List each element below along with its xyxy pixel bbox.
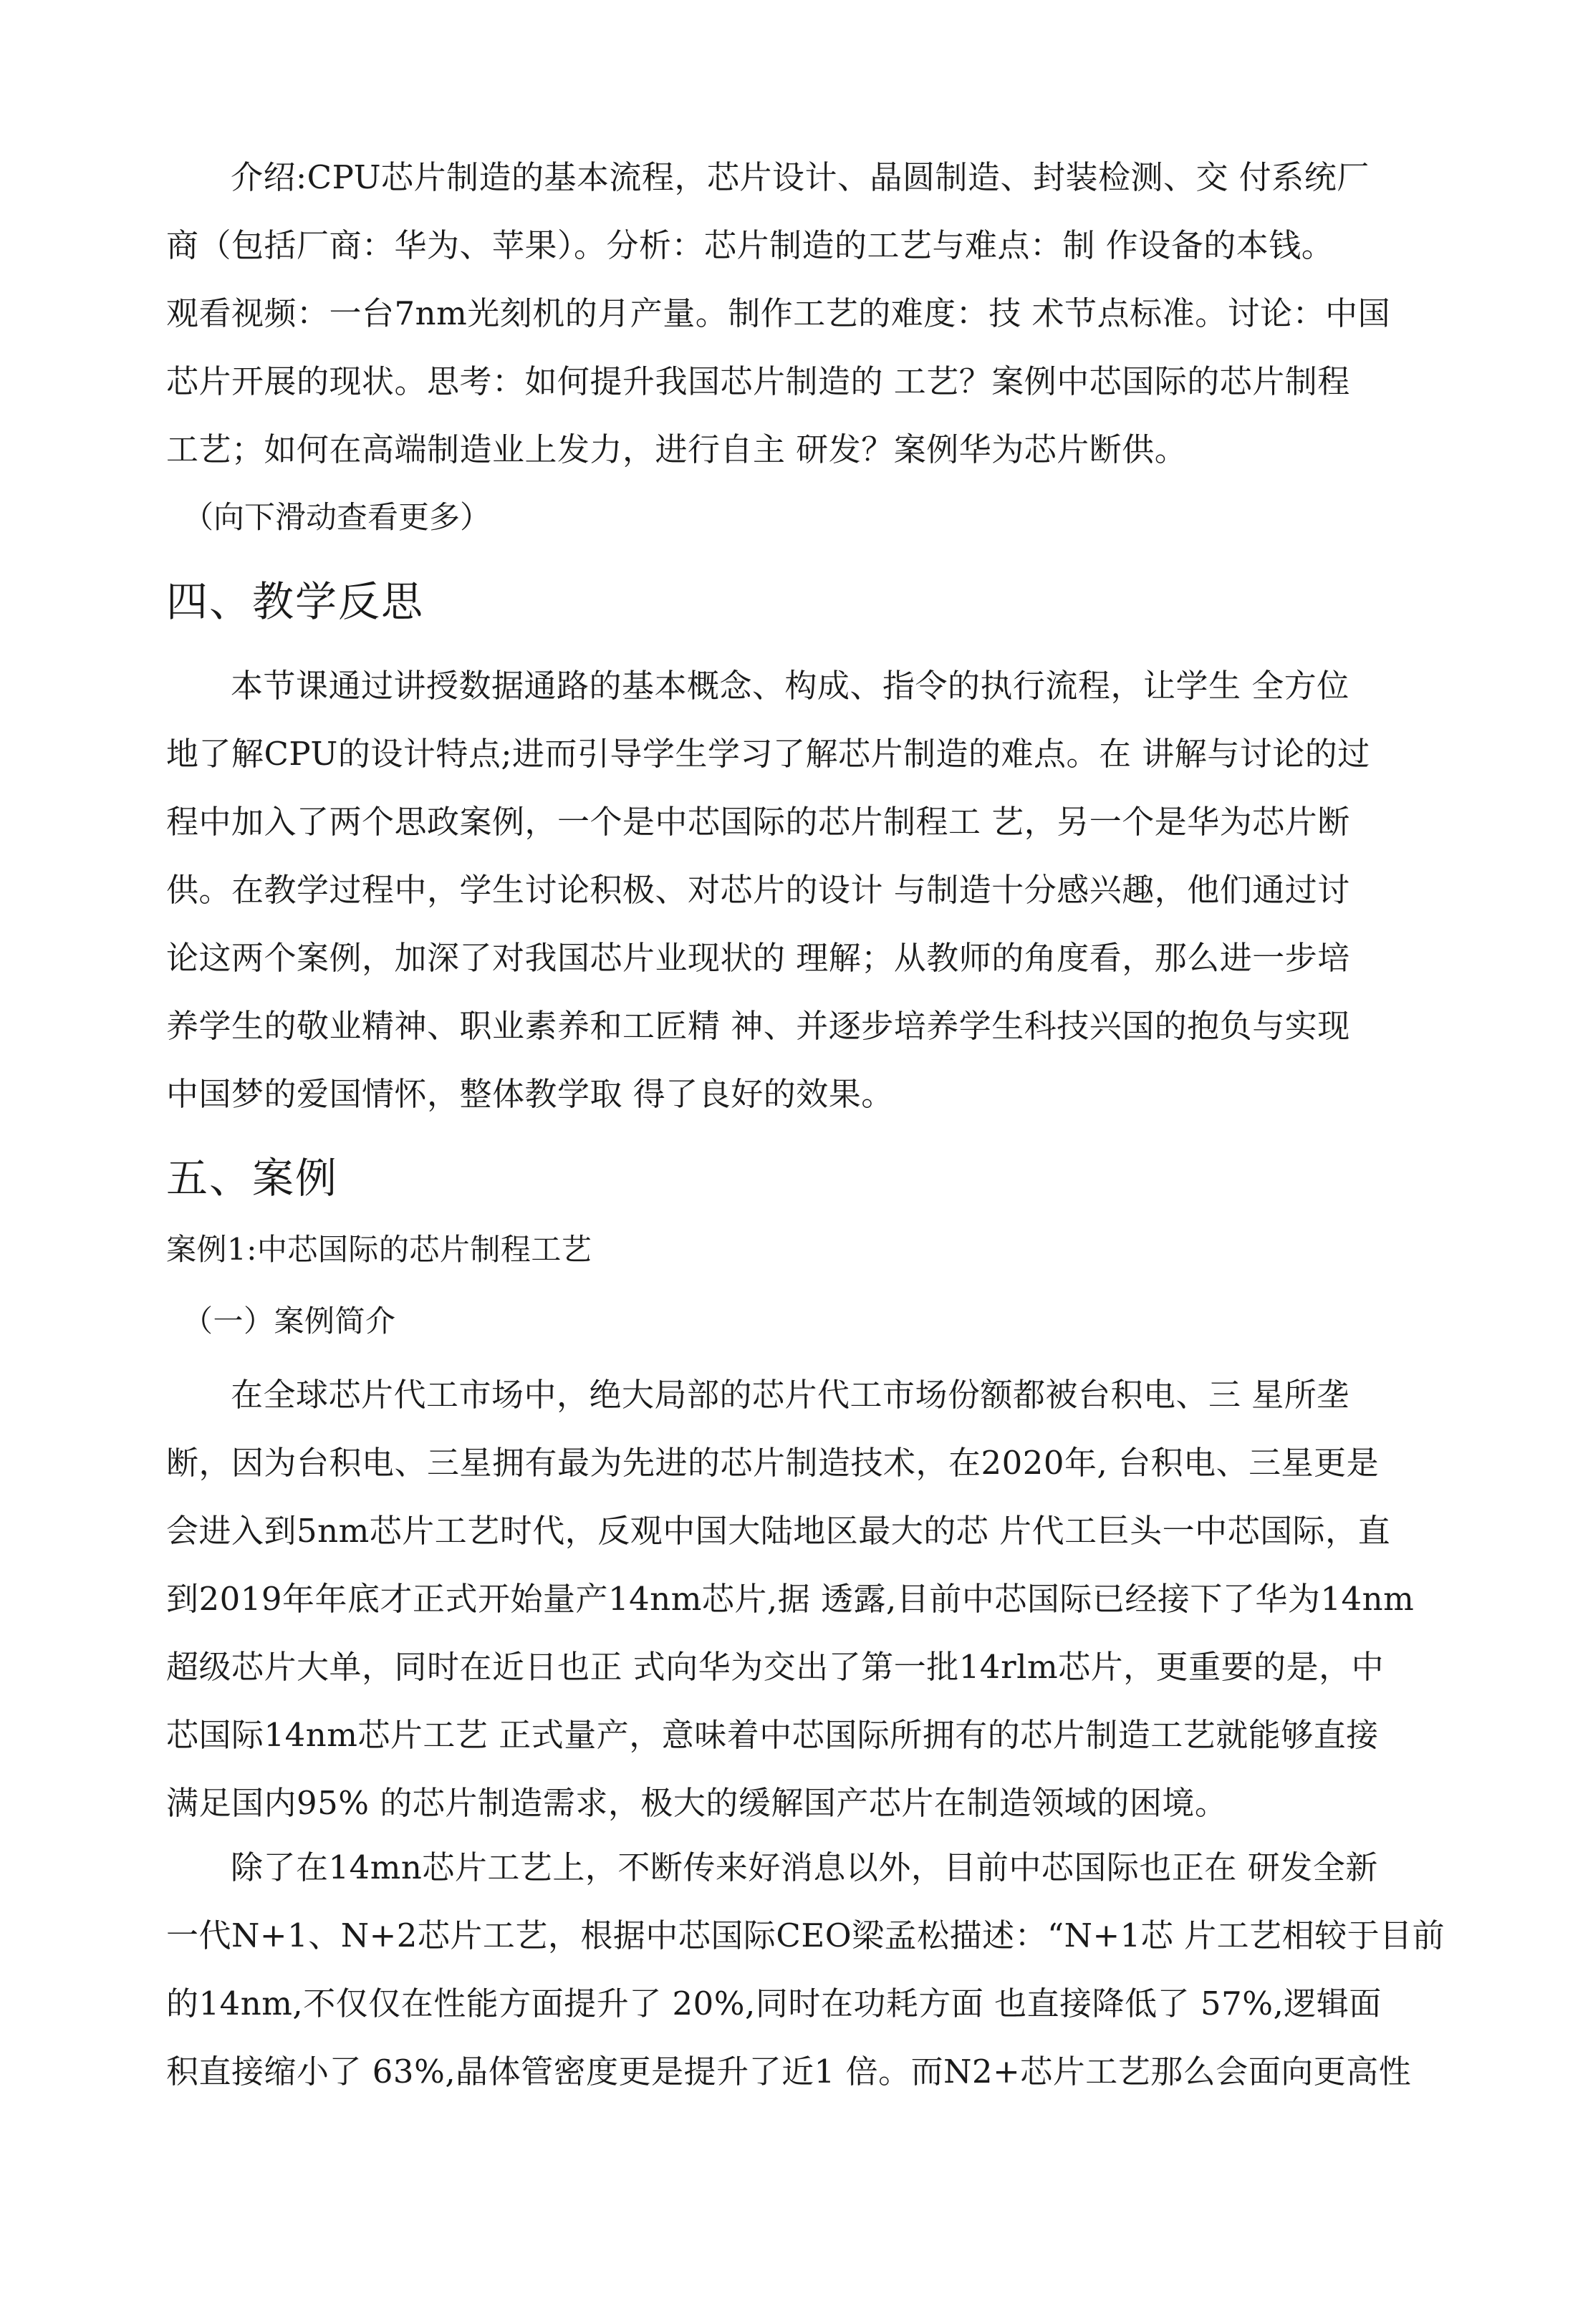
- section4-line-6: 养学生的敬业精神、职业素养和工匠精 神、并逐步培养学生科技兴国的抱负与实现: [166, 1007, 1350, 1045]
- scroll-hint: （向下滑动查看更多）: [183, 500, 491, 536]
- intro-line-3: 观看视频：一台7nm光刻机的月产量。制作工艺的难度：技 术节点标准。讨论：中国: [166, 294, 1391, 332]
- intro-line-1: 介绍:CPU芯片制造的基本流程，芯片设计、晶圆制造、封装检测、交 付系统厂: [231, 158, 1370, 196]
- case-p1-line-2: 断，因为台积电、三星拥有最为先进的芯片制造技术，在2020年, 台积电、三星更是: [166, 1444, 1380, 1482]
- case-subheading: （一）案例简介: [183, 1303, 396, 1339]
- intro-line-4: 芯片开展的现状。思考：如何提升我国芯片制造的 工艺？案例中芯国际的芯片制程: [166, 362, 1350, 400]
- case-p1-line-5: 超级芯片大单，同时在近日也正 式向华为交出了第一批14rlm芯片，更重要的是，中: [166, 1648, 1385, 1686]
- section4-line-3: 程中加入了两个思政案例，一个是中芯国际的芯片制程工 艺，另一个是华为芯片断: [166, 803, 1350, 841]
- case-p1-line-7: 满足国内95% 的芯片制造需求，极大的缓解国产芯片在制造领域的困境。: [166, 1784, 1228, 1822]
- intro-line-5: 工艺；如何在高端制造业上发力，进行自主 研发？案例华为芯片断供。: [166, 430, 1188, 468]
- section5-heading: 五、案例: [166, 1154, 339, 1202]
- intro-paragraph: [166, 143, 1427, 483]
- section4-line-2: 地了解CPU的设计特点;进而引导学生学习了解芯片制造的难点。在 讲解与讨论的过: [166, 735, 1370, 773]
- section4-heading: 四、教学反思: [166, 577, 425, 626]
- case-p1-line-3: 会进入到5nm芯片工艺时代，反观中国大陆地区最大的芯 片代工巨头一中芯国际，直: [166, 1512, 1391, 1550]
- case-paragraph-2: [166, 1833, 1445, 2106]
- case-p2-line-4: 积直接缩小了 63%,晶体管密度更是提升了近1 倍。而N2+芯片工艺那么会面向更高性: [166, 2053, 1412, 2091]
- intro-line-2: 商（包括厂商：华为、苹果）。分析：芯片制造的工艺与难点：制 作设备的本钱。: [166, 226, 1334, 264]
- case-paragraph-1: [166, 1361, 1427, 1837]
- case-p2-line-3: 的14nm,不仅仅在性能方面提升了 20%,同时在功耗方面 也直接降低了 57%,逻辑面: [166, 1985, 1382, 2022]
- section4-line-1: 本节课通过讲授数据通路的基本概念、构成、指令的执行流程，让学生 全方位: [231, 667, 1349, 705]
- case-p2-line-2: 一代N+1、N+2芯片工艺，根据中芯国际CEO梁孟松描述：“N+1芯 片工艺相较于目前: [166, 1916, 1445, 1954]
- case-p1-line-4: 到2019年年底才正式开始量产14nm芯片,据 透露,目前中芯国际已经接下了华为14nm: [166, 1580, 1415, 1618]
- section4-line-5: 论这两个案例，加深了对我国芯片业现状的 理解；从教师的角度看，那么进一步培: [166, 939, 1350, 977]
- case-title: 案例1:中芯国际的芯片制程工艺: [166, 1232, 592, 1267]
- case-p1-line-6: 芯国际14nm芯片工艺 正式量产，意味着中芯国际所拥有的芯片制造工艺就能够直接: [166, 1716, 1379, 1754]
- section4-paragraph: [166, 652, 1427, 1128]
- case-p1-line-1: 在全球芯片代工市场中，绝大局部的芯片代工市场份额都被台积电、三 星所垄: [231, 1376, 1349, 1414]
- section4-line-7: 中国梦的爱国情怀，整体教学取 得了良好的效果。: [166, 1075, 894, 1113]
- section4-line-4: 供。在教学过程中，学生讨论积极、对芯片的设计 与制造十分感兴趣，他们通过讨: [166, 871, 1350, 909]
- case-p2-line-1: 除了在14mn芯片工艺上，不断传来好消息以外，目前中芯国际也正在 研发全新: [231, 1848, 1378, 1886]
